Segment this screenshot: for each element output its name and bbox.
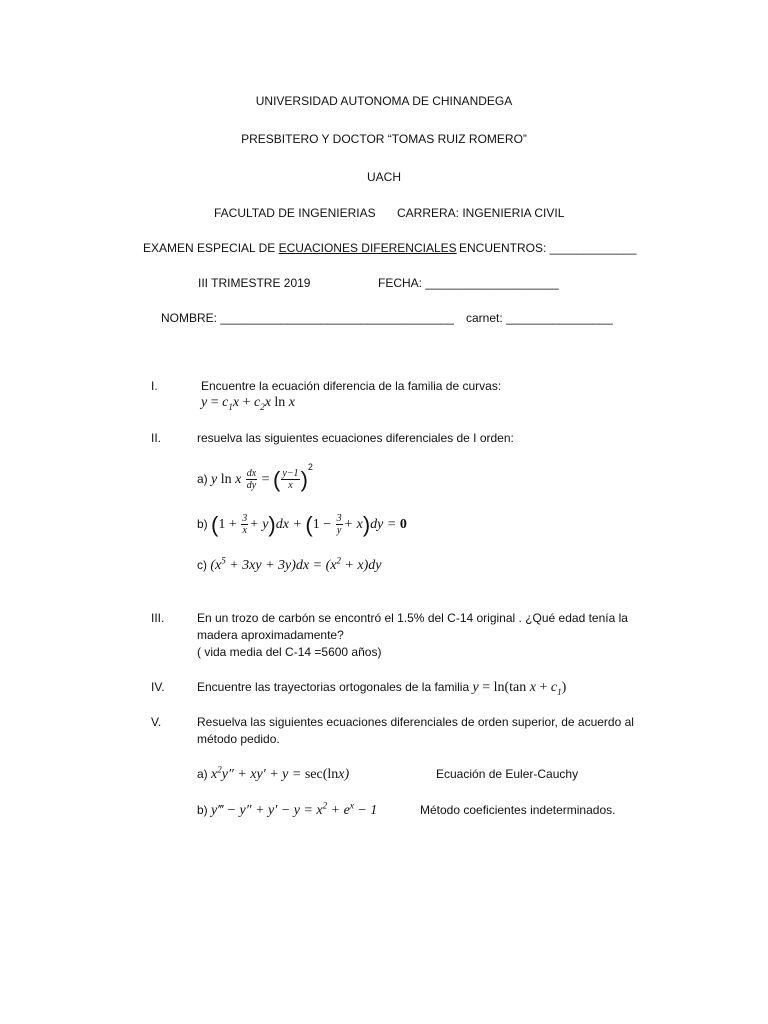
q3-line1: En un trozo de carbón se encontró el 1.5% del C-14 original . ¿Qué edad tenía la [197,611,628,625]
q2b-equation: b) (1 + $\frac{3}{x}$ + y)dx + (1 − $\frac{3}{y}$ + x)dy = 0 [197,511,407,537]
exam-subject: ECUACIONES DIFERENCIALES [278,241,457,255]
q5b-label: b) [197,803,208,817]
meetings-field: ENCUENTROS: _____________ [459,241,637,255]
q5a-equation: a) $x^2y'' + xy' + y = \sec(\ln x)$ [197,764,350,782]
university-acronym: UACH [366,170,401,184]
q5b-equation: b) y‴ − $y'' + y' - y = x^2 + e^x - 1$ [197,800,378,818]
exam-prefix: EXAMEN ESPECIAL DE [143,241,279,255]
date-field: FECHA: ____________________ [378,276,559,290]
term-label: III TRIMESTRE 2019 [198,276,311,290]
name-field: NOMBRE: ___________________________________ [161,311,454,325]
q1-number: I. [151,379,158,393]
q2b-label: b) [197,517,208,531]
q5a-label: a) [197,767,208,781]
q3-line2: madera aproximadamente? [197,628,344,642]
q1-text: Encuentre la ecuación diferencia de la familia de curvas: [201,379,502,393]
q3-number: III. [151,611,165,625]
q3-line3: ( vida media del C-14 =5600 años) [197,645,382,659]
founder-line: PRESBITERO Y DOCTOR “TOMAS RUIZ ROMERO” [241,132,527,146]
university-name: UNIVERSIDAD AUTONOMA DE CHINANDEGA [255,94,513,108]
q2a-label: a) [197,472,208,486]
q2a-equation: a) y ln x $\frac{dx}{dy}$ = ( $\frac{y-1}{x}$ )$^2$ [197,462,313,492]
q5a-method: Ecuación de Euler-Cauchy [436,767,579,781]
q4-text: Encuentre las trayectorias ortogonales de la familia y = ln(tan $x + c_1$) [197,680,567,697]
q1-equation: $y = c_1x + c_2x$ ln x [201,395,296,412]
q5b-method: Método coeficientes indeterminados. [420,803,616,817]
q5-line1: Resuelva las siguientes ecuaciones diferenciales de orden superior, de acuerdo al [197,715,634,729]
career-label: CARRERA: INGENIERIA CIVIL [397,206,565,220]
q5-number: V. [151,715,162,729]
faculty-label: FACULTAD DE INGENIERIAS [214,206,376,220]
q4-number: IV. [151,680,165,694]
carnet-field: carnet: ________________ [466,311,613,325]
exam-title [143,240,457,256]
q2-text: resuelva las siguientes ecuaciones diferenciales de I orden: [197,431,514,445]
q5-line2: método pedido. [197,732,280,746]
q2c-equation: c) $(x^5 + 3xy + 3y)dx = (x^2 + x)dy$ [197,555,382,573]
q2-number: II. [151,431,162,445]
q2c-label: c) [197,558,207,572]
